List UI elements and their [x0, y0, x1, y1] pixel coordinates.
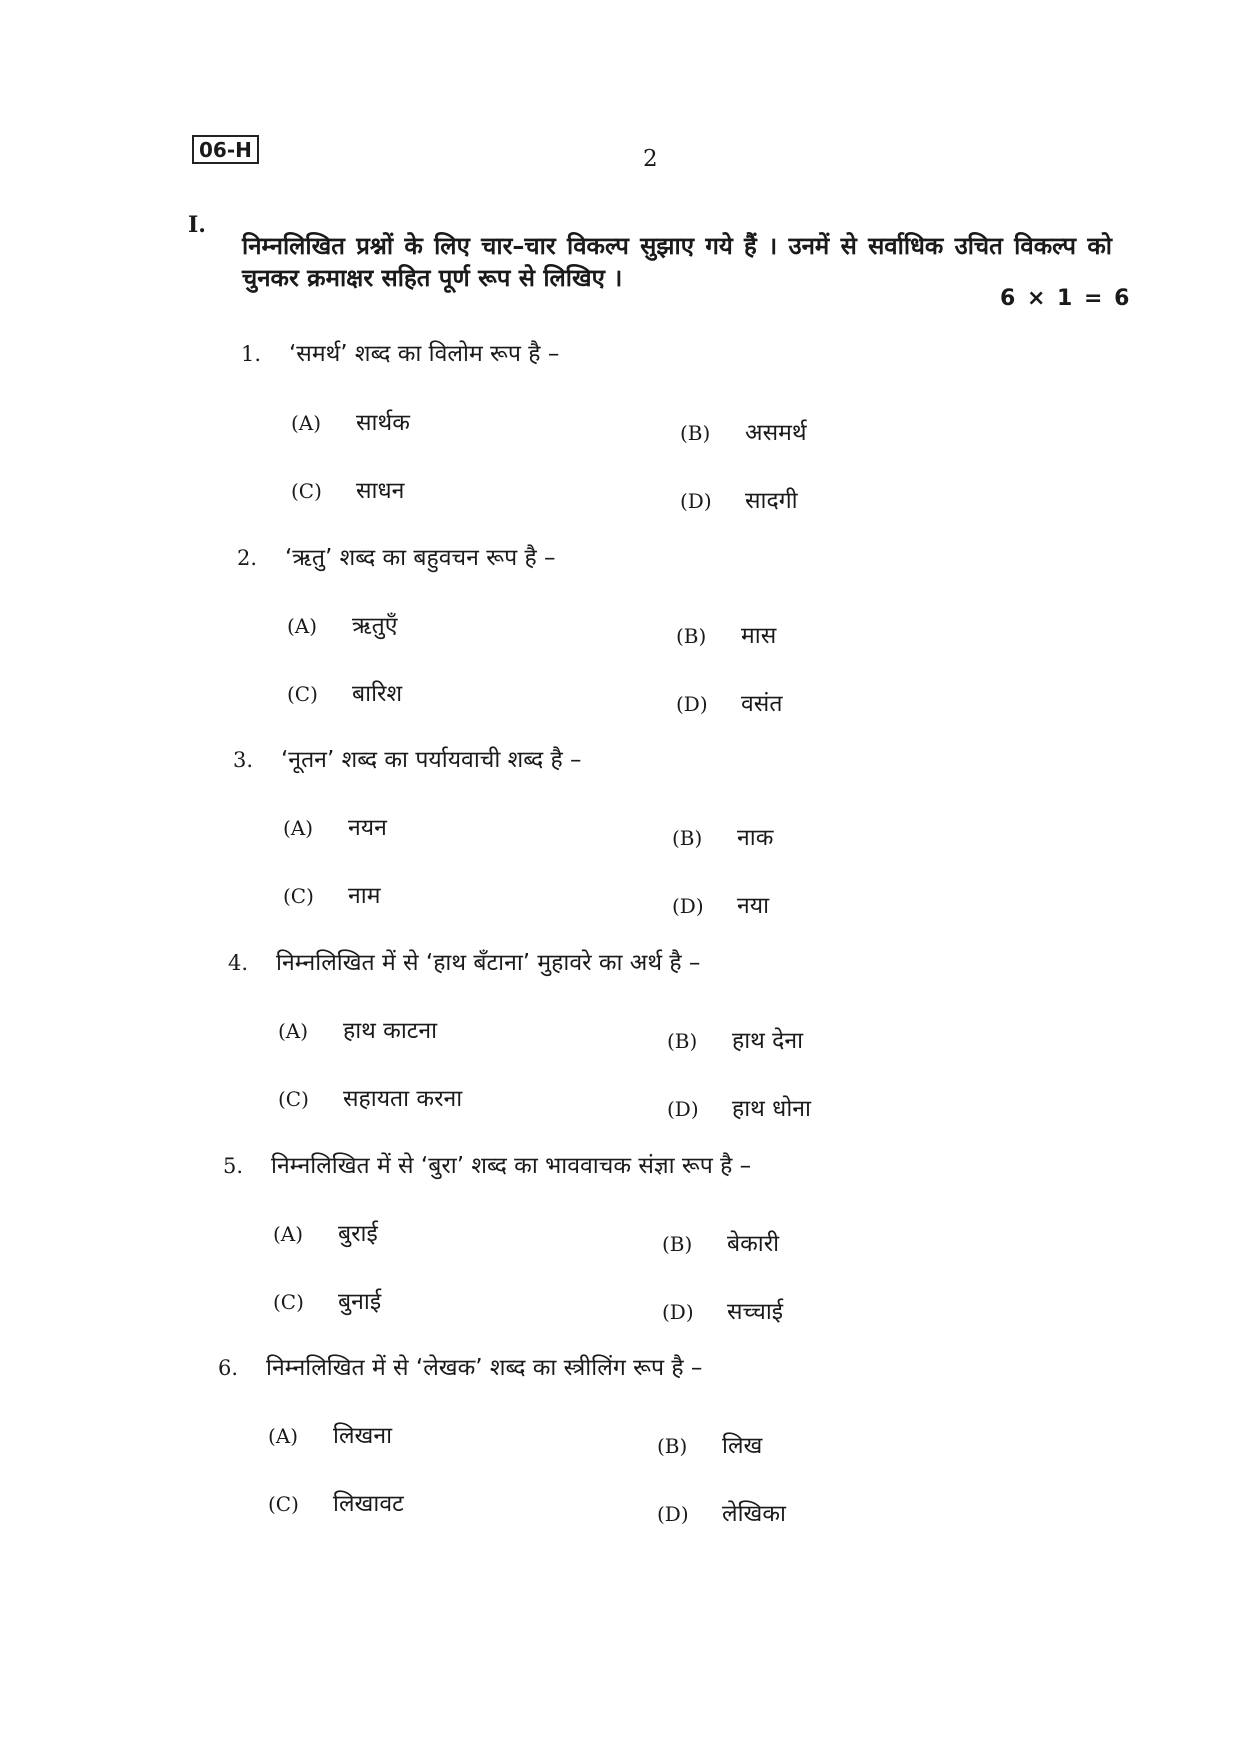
option-text: लिखना: [333, 1423, 393, 1449]
option-label: (D): [662, 1300, 694, 1324]
option-6b: [657, 1428, 762, 1460]
option-text: ऋतुएँ: [352, 613, 398, 639]
option-text: सहायता करना: [343, 1086, 463, 1112]
option-1c: [291, 473, 404, 505]
option-6c: [268, 1486, 404, 1518]
option-label: (D): [657, 1502, 689, 1526]
option-4b: [667, 1023, 803, 1055]
option-label: (A): [273, 1222, 304, 1246]
option-label: (C): [278, 1087, 309, 1111]
option-text: सादगी: [745, 488, 798, 514]
section-marks: 6 × 1 = 6: [1000, 286, 1132, 311]
option-label: (D): [672, 894, 704, 918]
option-5d: [662, 1294, 783, 1326]
question-text: निम्नलिखित में से ‘हाथ बँटाना’ मुहावरे का अर्थ है –: [276, 950, 701, 976]
paper-code-box: 06-H: [192, 135, 259, 164]
option-label: (A): [268, 1424, 299, 1448]
option-text: मास: [741, 623, 777, 649]
instruction-line-1: निम्नलिखित प्रश्नों के लिए चार–चार विकल्प सुझाए गये हैं । उनमें से सर्वाधिक उचित विकल्प को: [242, 232, 1112, 260]
option-label: (A): [283, 816, 314, 840]
option-label: (D): [680, 489, 712, 513]
section-instruction: [242, 220, 1112, 304]
question-number: 3.: [233, 748, 254, 772]
question-text: निम्नलिखित में से ‘लेखक’ शब्द का स्त्रीलिंग रूप है –: [266, 1355, 703, 1381]
option-label: (A): [287, 614, 318, 638]
option-4c: [278, 1081, 462, 1113]
option-6a: [268, 1418, 392, 1450]
question-number: 6.: [218, 1356, 239, 1380]
option-text: हाथ धोना: [732, 1096, 812, 1122]
question-5: [223, 1148, 751, 1180]
option-text: हाथ देना: [732, 1028, 804, 1054]
option-text: नया: [737, 893, 770, 919]
question-3: [233, 742, 582, 774]
option-text: वसंत: [741, 691, 783, 717]
option-text: लिख: [722, 1433, 763, 1459]
option-text: सार्थक: [356, 410, 410, 436]
option-text: लिखावट: [333, 1491, 404, 1517]
option-4d: [667, 1091, 811, 1123]
question-text: ‘समर्थ’ शब्द का विलोम रूप है –: [289, 341, 560, 367]
question-4: [228, 945, 700, 977]
option-3a: [283, 810, 387, 842]
question-number: 1.: [241, 342, 262, 366]
option-5a: [273, 1216, 378, 1248]
option-label: (A): [291, 411, 322, 435]
question-number: 5.: [223, 1154, 244, 1178]
option-text: नाम: [348, 883, 381, 909]
option-text: हाथ काटना: [343, 1018, 438, 1044]
option-label: (C): [273, 1290, 304, 1314]
instruction-line-2: चुनकर क्रमाक्षर सहित पूर्ण रूप से लिखिए ।: [242, 264, 623, 292]
option-label: (D): [667, 1097, 699, 1121]
option-label: (C): [283, 884, 314, 908]
option-text: लेखिका: [722, 1501, 786, 1527]
option-1b: [680, 415, 807, 447]
option-1a: [291, 405, 410, 437]
section-numeral: I.: [188, 212, 206, 238]
option-label: (A): [278, 1019, 309, 1043]
question-number: 4.: [228, 951, 249, 975]
option-text: नयन: [348, 815, 387, 841]
question-number: 2.: [237, 546, 258, 570]
option-label: (D): [676, 692, 708, 716]
option-label: (B): [662, 1232, 693, 1256]
option-label: (C): [287, 682, 318, 706]
option-text: सच्चाई: [727, 1299, 784, 1325]
option-text: बारिश: [352, 681, 403, 707]
option-2c: [287, 676, 402, 708]
option-2d: [676, 686, 782, 718]
option-5c: [273, 1284, 381, 1316]
question-1: [241, 336, 559, 368]
option-label: (B): [680, 421, 711, 445]
option-3c: [283, 878, 380, 910]
option-label: (B): [657, 1434, 688, 1458]
option-text: साधन: [356, 478, 405, 504]
option-label: (B): [667, 1029, 698, 1053]
page-number: 2: [643, 146, 658, 172]
option-label: (C): [291, 479, 322, 503]
option-text: बुराई: [338, 1221, 378, 1247]
option-5b: [662, 1226, 779, 1258]
option-4a: [278, 1013, 437, 1045]
option-label: (B): [676, 624, 707, 648]
option-text: बेकारी: [727, 1231, 780, 1257]
option-3d: [672, 888, 769, 920]
option-text: नाक: [737, 825, 774, 851]
option-1d: [680, 483, 798, 515]
question-text: ‘ऋतु’ शब्द का बहुवचन रूप है –: [285, 545, 556, 571]
option-text: असमर्थ: [745, 420, 807, 446]
question-text: निम्नलिखित में से ‘बुरा’ शब्द का भाववाचक संज्ञा रूप है –: [271, 1153, 752, 1179]
option-6d: [657, 1496, 786, 1528]
option-label: (B): [672, 826, 703, 850]
option-3b: [672, 820, 773, 852]
option-2b: [676, 618, 776, 650]
option-text: बुनाई: [338, 1289, 382, 1315]
option-2a: [287, 608, 397, 640]
option-label: (C): [268, 1492, 299, 1516]
question-text: ‘नूतन’ शब्द का पर्यायवाची शब्द है –: [281, 747, 582, 773]
question-6: [218, 1350, 702, 1382]
question-2: [237, 540, 556, 572]
